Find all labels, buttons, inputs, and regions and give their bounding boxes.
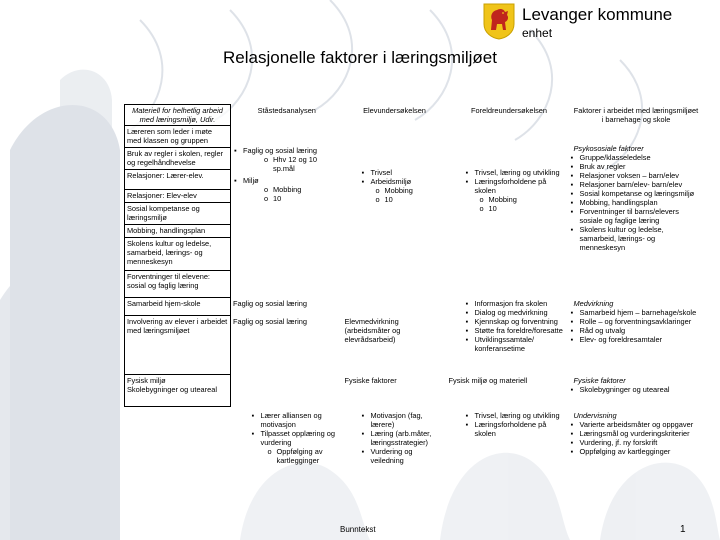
list-item: ▪ Lærer alliansen og motivasjon <box>261 411 341 429</box>
col-header-faktorer: Faktorer i arbeidet med læringsmiljøet i barnehage og skole <box>573 105 699 124</box>
row3-staasted-cell: Faglig og sosial læring <box>233 298 307 308</box>
page-number: 1 <box>680 524 686 535</box>
list-item: ▪ Råd og utvalg <box>580 326 699 335</box>
list-item: ▪ Rolle – og forventningsavklaringer <box>580 317 699 326</box>
list-item: o Mobbing <box>273 185 341 194</box>
list-item: o Mobbing <box>489 195 570 204</box>
row3-udir-cell: Samarbeid hjem-skole <box>125 298 231 316</box>
list-item: o Oppfølging av kartlegginger <box>277 447 341 465</box>
cell-text: Fysisk miljø <box>127 376 166 385</box>
cell-text: Skolens kultur og ledelse, samarbeid, lærings- og menneskesyn <box>127 239 212 266</box>
row1-udir-cell <box>125 126 231 271</box>
table-row <box>125 271 701 298</box>
list-item: ▪ Motivasjon (fag, lærere) <box>371 411 445 429</box>
list-item: ▪ Sosial kompetanse og læringsmiljø <box>580 189 699 198</box>
list-item: ▪ Arbeidsmiljø <box>371 177 445 186</box>
list-item: ▪ Varierte arbeidsmåter og oppgaver <box>580 420 699 429</box>
cell-text: Sosial kompetanse og læringsmiljø <box>127 204 200 222</box>
list-item: ▪ Informasjon fra skolen <box>475 299 570 308</box>
row6-elevundersokelsen-cell <box>343 407 447 487</box>
list-item: ▪ Læringsforholdene på skolen <box>475 420 570 438</box>
list-item: o 10 <box>273 194 341 203</box>
list-item: ▪ Trivsel <box>371 168 445 177</box>
list-item: ▪ Oppfølging av kartlegginger <box>580 447 699 456</box>
list-item: ▪ Relasjoner voksen – barn/elev <box>580 171 699 180</box>
list-item: ▪ Faglig og sosial læring <box>243 146 341 155</box>
row3-faktorer-cell <box>572 298 701 375</box>
cell-text: Bruk av regler i skolen, regler og regelhåndhevelse <box>127 149 224 167</box>
table-row <box>125 298 701 316</box>
row5-elevundersokelsen-cell: Fysiske faktorer <box>344 375 397 385</box>
col-header-foreldreundersokelsen: Foreldreundersøkelsen <box>471 105 547 115</box>
list-item: ▪ Trivsel, læring og utvikling <box>475 411 570 420</box>
list-item: ▪ Relasjoner barn/elev- barn/elev <box>580 180 699 189</box>
list-item: ▪ Kjennskap og forventning <box>475 317 570 326</box>
list-item: ▪ Forventninger til barns/elevers sosiale og faglige læring <box>580 207 699 225</box>
list-item: ▪ Miljø <box>243 176 341 185</box>
row3-foreldreundersokelsen-cell <box>447 298 572 375</box>
cell-heading: Psykososiale faktorer <box>573 143 644 153</box>
row1-foreldreundersokelsen-cell <box>447 126 572 271</box>
row1-faktorer-cell <box>572 126 701 271</box>
list-item: ▪ Gruppe/klasseledelse <box>580 153 699 162</box>
list-item: ▪ Vurdering og veiledning <box>371 447 445 465</box>
org-name: Levanger kommune <box>522 5 673 24</box>
cell-text: Læreren som leder i møte med klassen og gruppen <box>127 127 213 145</box>
list-item: ▪ Elev- og foreldresamtaler <box>580 335 699 344</box>
org-unit: enhet <box>522 26 553 40</box>
table-row <box>125 407 701 487</box>
list-item: o 10 <box>489 204 570 213</box>
row1-elevundersokelsen-cell <box>343 126 447 271</box>
cell-text: Relasjoner: Lærer-elev. <box>127 171 204 180</box>
row6-foreldreundersokelsen-cell <box>447 407 572 487</box>
list-item: ▪ Mobbing, handlingsplan <box>580 198 699 207</box>
row5-udir-cell <box>125 375 231 407</box>
cell-text: Relasjoner: Elev-elev <box>127 191 197 200</box>
list-item: ▪ Skolens kultur og ledelse, samarbeid, lærings- og menneskesyn <box>580 225 699 252</box>
row4-staasted-cell: Faglig og sosial læring <box>233 316 307 326</box>
list-item: ▪ Læringsmål og vurderingskriterier <box>580 429 699 438</box>
list-item: ▪ Tilpasset opplæring og vurdering <box>261 429 341 447</box>
row6-staasted-cell <box>231 407 343 487</box>
list-item: ▪ Bruk av regler <box>580 162 699 171</box>
cell-heading: Fysiske faktorer <box>573 375 626 385</box>
logo-area <box>482 2 718 42</box>
table-header-row <box>125 105 701 126</box>
cell-heading: Medvirkning <box>573 298 614 308</box>
row6-faktorer-cell <box>572 407 701 487</box>
list-item: ▪ Læring (arb.måter, læringsstrategier) <box>371 429 445 447</box>
list-item: ▪ Vurdering, jf. ny forskrift <box>580 438 699 447</box>
list-item: ▪ Samarbeid hjem – barnehage/skole <box>580 308 699 317</box>
page-title: Relasjonelle faktorer i læringsmiljøet <box>223 48 497 67</box>
list-item: o 10 <box>385 195 445 204</box>
col-header-elevundersokelsen: Elevundersøkelsen <box>363 105 426 115</box>
table-row <box>125 126 701 271</box>
row2-udir-cell: Forventninger til elevene: sosial og faglig læring <box>125 271 231 298</box>
comparison-table <box>124 104 701 487</box>
row1-staasted-cell <box>231 126 343 271</box>
col-header-staasted: Ståstedsanalysen <box>257 105 316 115</box>
list-item: o Hhv 12 og 10 sp.mål <box>273 155 341 173</box>
col-header-udir: Materiell for helhetlig arbeid med læringsmiljø, Udir. <box>125 105 231 126</box>
footer-text: Bunntekst <box>340 525 376 534</box>
cell-text: Skolebygninger og uteareal <box>127 385 217 394</box>
row4-udir-cell: Involvering av elever i arbeidet med læringsmiljøet <box>125 316 231 375</box>
row5-foreldreundersokelsen-cell: Fysisk miljø og materiell <box>448 375 528 385</box>
row4-elevundersokelsen-cell: Elevmedvirkning (arbeidsmåter og elevrådsarbeid) <box>344 316 401 344</box>
table-row <box>125 375 701 407</box>
list-item: ▪ Utviklingssamtale/ konferansetime <box>475 335 570 353</box>
cell-heading: Undervisning <box>573 410 617 420</box>
list-item: o Mobbing <box>385 186 445 195</box>
list-item: ▪ Støtte fra foreldre/foresatte <box>475 326 570 335</box>
list-item: ▪ Trivsel, læring og utvikling <box>475 168 570 177</box>
list-item: ▪ Skolebygninger og uteareal <box>580 385 699 394</box>
lion-crest-icon <box>482 2 516 40</box>
list-item: ▪ Læringsforholdene på skolen <box>475 177 570 195</box>
row5-faktorer-cell <box>572 375 701 407</box>
cell-text: Mobbing, handlingsplan <box>127 226 206 235</box>
list-item: ▪ Dialog og medvirkning <box>475 308 570 317</box>
